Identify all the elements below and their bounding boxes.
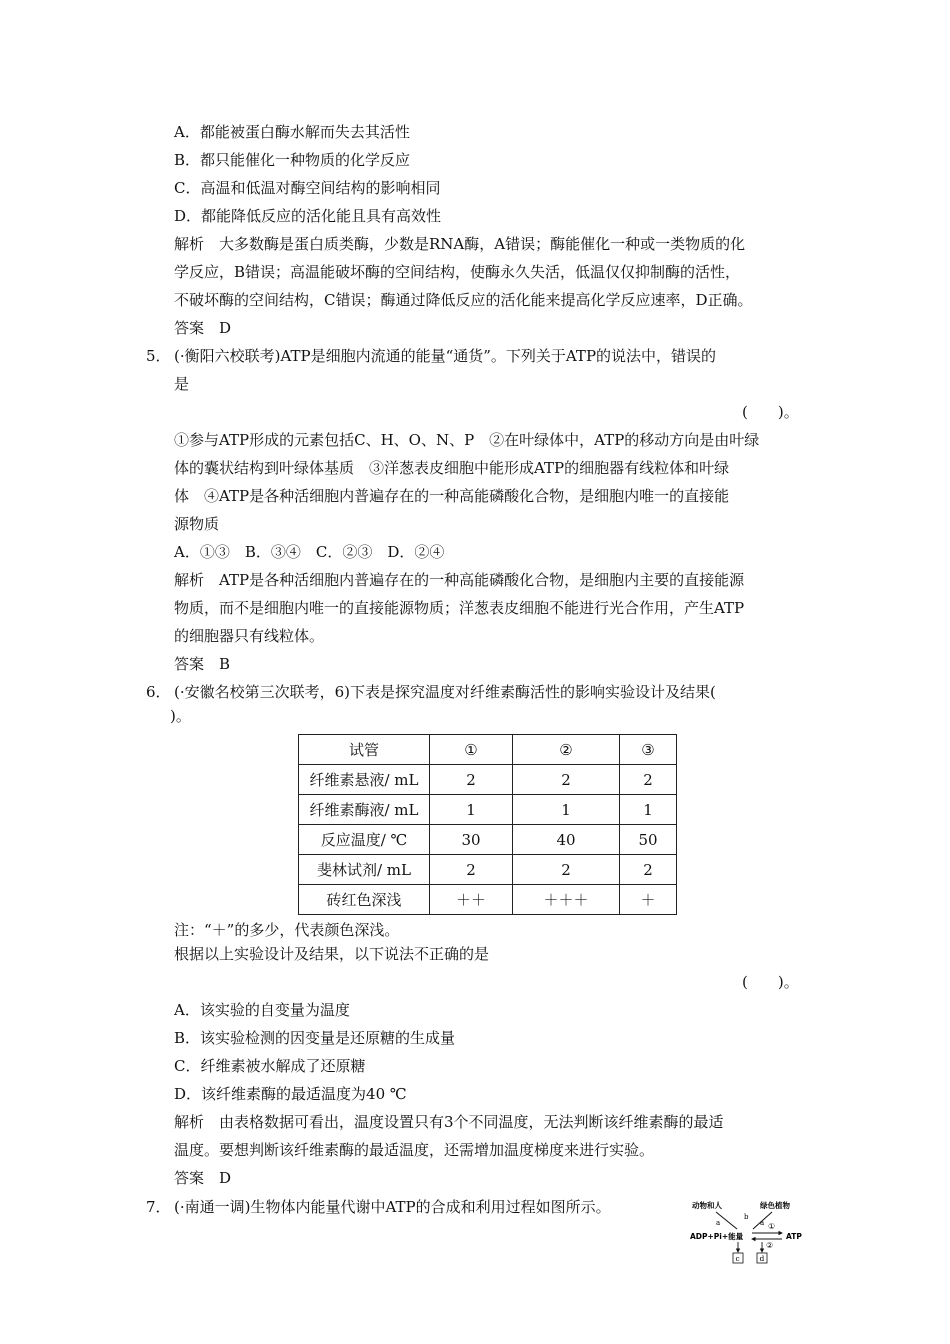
table-row <box>299 765 677 795</box>
table-cell: 反应温度/ ℃ <box>299 825 430 855</box>
table-cell: 1 <box>430 795 513 825</box>
table-cell: 2 <box>620 855 677 885</box>
q4-answer: 答案 D <box>174 319 232 337</box>
q5-answer-bracket: ( )。 <box>742 403 799 421</box>
q7-number: 7． <box>146 1198 171 1216</box>
table-row <box>299 855 677 885</box>
experiment-table <box>298 734 677 915</box>
q6-stem-line: (·安徽名校第三次联考，6)下表是探究温度对纤维素酶活性的影响实验设计及结果( <box>174 683 716 701</box>
table-cell: 1 <box>513 795 620 825</box>
diagram-label-plants: 绿色植物 <box>760 1201 790 1210</box>
diagram-label-a1: a <box>716 1219 721 1227</box>
table-cell: 1 <box>620 795 677 825</box>
table-row <box>299 885 677 915</box>
diagram-label-2: ② <box>766 1241 774 1250</box>
q6-question: 根据以上实验设计及结果，以下说法不正确的是 <box>174 945 490 963</box>
diagram-label-a2: a <box>760 1219 765 1227</box>
table-cell: 50 <box>620 825 677 855</box>
table-cell: ＋ <box>620 885 677 915</box>
atp-cycle-diagram <box>690 1198 808 1264</box>
q5-statement-line: ①参与ATP形成的元素包括C、H、O、N、P ②在叶绿体中，ATP的移动方向是由叶绿 <box>174 431 760 449</box>
q4-option-c: C．高温和低温对酶空间结构的影响相同 <box>174 179 441 197</box>
table-cell: 砖红色深浅 <box>299 885 430 915</box>
table-cell: 40 <box>513 825 620 855</box>
table-cell: 纤维素酶液/ mL <box>299 795 430 825</box>
q4-option-a: A．都能被蛋白酶水解而失去其活性 <box>174 123 410 141</box>
table-cell: ＋＋ <box>430 885 513 915</box>
q6-analysis-line: 解析 由表格数据可看出，温度设置只有3个不同温度，无法判断该纤维素酶的最适 <box>174 1113 724 1131</box>
table-cell: 2 <box>620 765 677 795</box>
table-cell: 30 <box>430 825 513 855</box>
table-header-cell: ② <box>513 735 620 765</box>
q6-option-b: B．该实验检测的因变量是还原糖的生成量 <box>174 1029 456 1047</box>
diagram-label-animals: 动物和人 <box>692 1201 722 1210</box>
q5-statement-line: 源物质 <box>174 515 220 533</box>
q6-option-d: D．该纤维素酶的最适温度为40 ℃ <box>174 1085 407 1103</box>
q6-analysis-line: 温度。要想判断该纤维素酶的最适温度，还需增加温度梯度来进行实验。 <box>174 1141 655 1159</box>
diagram-label-1: ① <box>768 1222 776 1231</box>
table-header-cell: ③ <box>620 735 677 765</box>
table-cell: ＋＋＋ <box>513 885 620 915</box>
q6-option-c: C．纤维素被水解成了还原糖 <box>174 1057 366 1075</box>
q5-options: A．①③ B．③④ C．②③ D．②④ <box>174 543 445 561</box>
diagram-label-c: c <box>735 1254 740 1263</box>
diagram-label-atp: ATP <box>786 1232 802 1241</box>
q4-analysis-line: 学反应，B错误；高温能破坏酶的空间结构，使酶永久失活，低温仅仅抑制酶的活性， <box>174 263 741 281</box>
q5-analysis-line: 物质，而不是细胞内唯一的直接能源物质；洋葱表皮细胞不能进行光合作用，产生ATP <box>174 599 745 617</box>
q6-answer: 答案 D <box>174 1169 232 1187</box>
diagram-label-adp: ADP+Pi+能量 <box>690 1232 744 1241</box>
q5-analysis-line: 的细胞器只有线粒体。 <box>174 627 325 645</box>
q5-stem-line: (·衡阳六校联考)ATP是细胞内流通的能量“通货”。下列关于ATP的说法中，错误的 <box>174 347 717 365</box>
q5-statement-line: 体 ④ATP是各种活细胞内普遍存在的一种高能磷酸化合物，是细胞内唯一的直接能 <box>174 487 730 505</box>
diagram-label-d: d <box>759 1254 765 1263</box>
q4-option-b: B．都只能催化一种物质的化学反应 <box>174 151 411 169</box>
table-header-cell: 试管 <box>299 735 430 765</box>
table-header-cell: ① <box>430 735 513 765</box>
q4-analysis-line: 不破坏酶的空间结构，C错误；酶通过降低反应的活化能来提高化学反应速率，D正确。 <box>174 291 753 309</box>
diagram-label-b: b <box>744 1213 749 1221</box>
table-cell: 斐林试剂/ mL <box>299 855 430 885</box>
q6-number: 6． <box>146 683 171 701</box>
q6-option-a: A．该实验的自变量为温度 <box>174 1001 350 1019</box>
q6-note: 注：“＋”的多少，代表颜色深浅。 <box>174 921 400 939</box>
q5-number: 5． <box>146 347 171 365</box>
q4-analysis-line: 解析 大多数酶是蛋白质类酶，少数是RNA酶，A错误；酶能催化一种或一类物质的化 <box>174 235 746 253</box>
table-row <box>299 825 677 855</box>
q6-stem-line: )。 <box>170 707 191 725</box>
table-cell: 2 <box>513 855 620 885</box>
table-cell: 2 <box>513 765 620 795</box>
q4-option-d: D．都能降低反应的活化能且具有高效性 <box>174 207 442 225</box>
q5-stem-line: 是 <box>174 375 190 393</box>
q7-stem: (·南通一调)生物体内能量代谢中ATP的合成和利用过程如图所示。 <box>174 1198 611 1216</box>
table-cell: 纤维素悬液/ mL <box>299 765 430 795</box>
table-row <box>299 795 677 825</box>
q5-analysis-line: 解析 ATP是各种活细胞内普遍存在的一种高能磷酸化合物，是细胞内主要的直接能源 <box>174 571 745 589</box>
q6-answer-bracket: ( )。 <box>742 973 799 991</box>
table-cell: 2 <box>430 855 513 885</box>
table-header-row <box>299 735 677 765</box>
q5-answer: 答案 B <box>174 655 231 673</box>
table-cell: 2 <box>430 765 513 795</box>
q5-statement-line: 体的囊状结构到叶绿体基质 ③洋葱表皮细胞中能形成ATP的细胞器有线粒体和叶绿 <box>174 459 730 477</box>
